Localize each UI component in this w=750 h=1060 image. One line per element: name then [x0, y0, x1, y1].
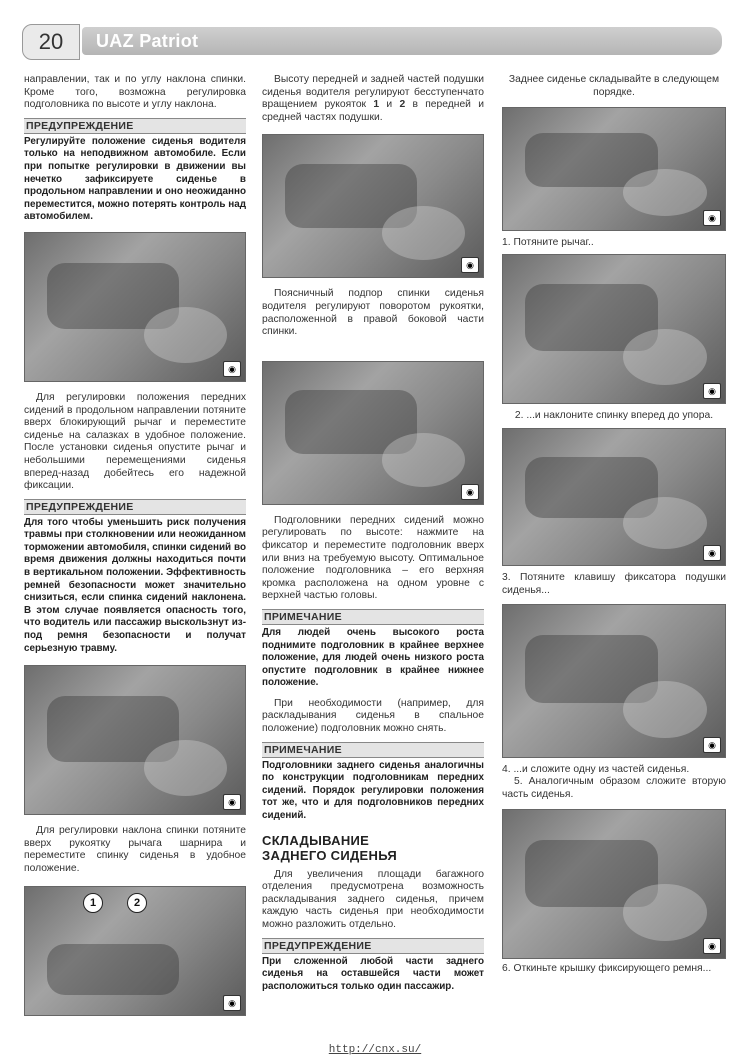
warning-title: ПРЕДУПРЕЖДЕНИЕ	[262, 938, 484, 954]
warning-body: При сложенной любой части заднего сиденья на оставшейся части может расположиться только один пассажир.	[262, 955, 484, 992]
photo-camera-icon: ◉	[461, 484, 479, 500]
header-title: UAZ Patriot	[96, 31, 199, 51]
photo-camera-icon: ◉	[223, 995, 241, 1011]
caption-step-1: 1. Потяните рычаг..	[502, 237, 594, 249]
footer-url[interactable]: http://cnx.su/	[328, 1044, 422, 1056]
photo-camera-icon: ◉	[461, 257, 479, 273]
photo-camera-icon: ◉	[223, 794, 241, 810]
photo-camera-icon: ◉	[223, 361, 241, 377]
photo-step-1	[502, 107, 726, 231]
col2-paragraph-1: Высоту передней и задней частей подушки сиденья водителя регулируют бесступенчато вращением рукояток 1 и 2 в передней и средней частях подушки.	[262, 74, 484, 123]
note-title: ПРИМЕЧАНИЕ	[262, 609, 484, 625]
col2-paragraph-3: Подголовники передних сидений можно регулировать по высоте: нажмите на фиксатор и переместите подголовник вверх или вниз на требуемую высоту. Оптимальное положение подголовника – его верхняя кромка расположена на одном уровне с верхней частью головы.	[262, 514, 484, 602]
warning-box-1	[24, 118, 246, 224]
warning-title: ПРЕДУПРЕЖДЕНИЕ	[24, 118, 246, 134]
photo-camera-icon: ◉	[703, 210, 721, 226]
col2-paragraph-5: Для увеличения площади багажного отделения предусмотрена возможность раскладывания заднего сиденья, причем каждую часть сиденья при необходимости можно разложить отдельно.	[262, 868, 484, 930]
photo-step-3	[502, 428, 726, 566]
photo-camera-icon: ◉	[703, 383, 721, 399]
column-1	[24, 74, 246, 1016]
warning-box-3	[262, 938, 484, 994]
caption-step-6: 6. Откиньте крышку фиксирующего ремня...	[502, 963, 712, 975]
photo-lumbar-knob	[262, 134, 484, 278]
note-box-1	[262, 609, 484, 690]
callout-1: 1	[83, 893, 103, 913]
photo-headrest	[262, 361, 484, 505]
col1-paragraph-1: направлении, так и по углу наклона спинки. Кроме того, возможна регулировка подголовника по высоте и углу наклона.	[24, 74, 246, 111]
note-title: ПРИМЕЧАНИЕ	[262, 742, 484, 758]
callout-2: 2	[127, 893, 147, 913]
col1-paragraph-2: Для регулировки положения передних сидений в продольном направлении потяните вверх блокирующий рычаг и переместите сиденье на салазках в удобное положение. После установки сиденья опустите рычаг и небольшими перемещениями сиденья вперед-назад добейтесь его надежной фиксации.	[24, 391, 246, 492]
caption-step-2: 2. ...и наклоните спинку вперед до упора.	[514, 409, 714, 421]
warning-box-2	[24, 499, 246, 656]
column-2	[262, 74, 484, 993]
photo-camera-icon: ◉	[703, 545, 721, 561]
photo-step-4	[502, 604, 726, 758]
photo-camera-icon: ◉	[703, 737, 721, 753]
page-header	[22, 24, 722, 58]
col1-paragraph-3: Для регулировки наклона спинки потяните вверх рукоятку рычага шарнира и переместите спинку сиденья в удобное положение.	[24, 825, 246, 874]
column-3	[502, 74, 726, 976]
warning-body: Для того чтобы уменьшить риск получения травмы при столкновении или неожиданном торможении автомобиля, спинки сидений во время движения должны находиться почти в вертикальном положении. Эффективность ремней безопасности может значительно снизиться, если спинка сидений наклонена. В этом случае появляется опасность того, что водитель или пассажир выскользнут из-под ремня безопасности и получат серьезную травму.	[24, 516, 246, 654]
note-body: Для людей очень высокого роста поднимите подголовник в крайнее верхнее положение, для людей очень низкого роста опустите подголовник в крайнее нижнее положение.	[262, 626, 484, 689]
section-title: СКЛАДЫВАНИЕ ЗАДНЕГО СИДЕНЬЯ	[262, 832, 398, 863]
warning-title: ПРЕДУПРЕЖДЕНИЕ	[24, 499, 246, 515]
header-bar	[82, 27, 722, 55]
warning-body: Регулируйте положение сиденья водителя только на неподвижном автомобиле. Если при попытке регулировки в движении вы нечетко зафиксируете сиденье в продольном направлении и оно неожиданно переместится, можно потерять контроль над автомобилем.	[24, 135, 246, 223]
caption-step-3: 3. Потяните клавишу фиксатора подушки сиденья...	[502, 572, 726, 596]
photo-seat-slide	[24, 232, 246, 382]
col3-intro: Заднее сиденье складывайте в следующем порядке.	[508, 74, 720, 98]
caption-step-5: 5. Аналогичным образом сложите вторую часть сиденья.	[502, 776, 726, 800]
photo-backrest-lever	[24, 665, 246, 815]
note-box-2	[262, 742, 484, 823]
col2-paragraph-4: При необходимости (например, для раскладывания сиденья в спальное положение) подголовник можно снять.	[262, 697, 484, 735]
col2-paragraph-2: Поясничный подпор спинки сиденья водителя регулируют поворотом рукоятки, расположенной в правой боковой части спинки.	[262, 288, 484, 338]
note-body: Подголовники заднего сиденья аналогичны по конструкции подголовникам передних сидений. Порядок регулировки положения тот же, что и для подголовников передних сидений.	[262, 759, 484, 822]
page-number: 20	[22, 24, 80, 60]
caption-step-4: 4. ...и сложите одну из частей сиденья.	[502, 763, 690, 775]
photo-step-6	[502, 809, 726, 959]
photo-step-2	[502, 254, 726, 404]
photo-height-knobs	[24, 886, 246, 1016]
photo-camera-icon: ◉	[703, 938, 721, 954]
